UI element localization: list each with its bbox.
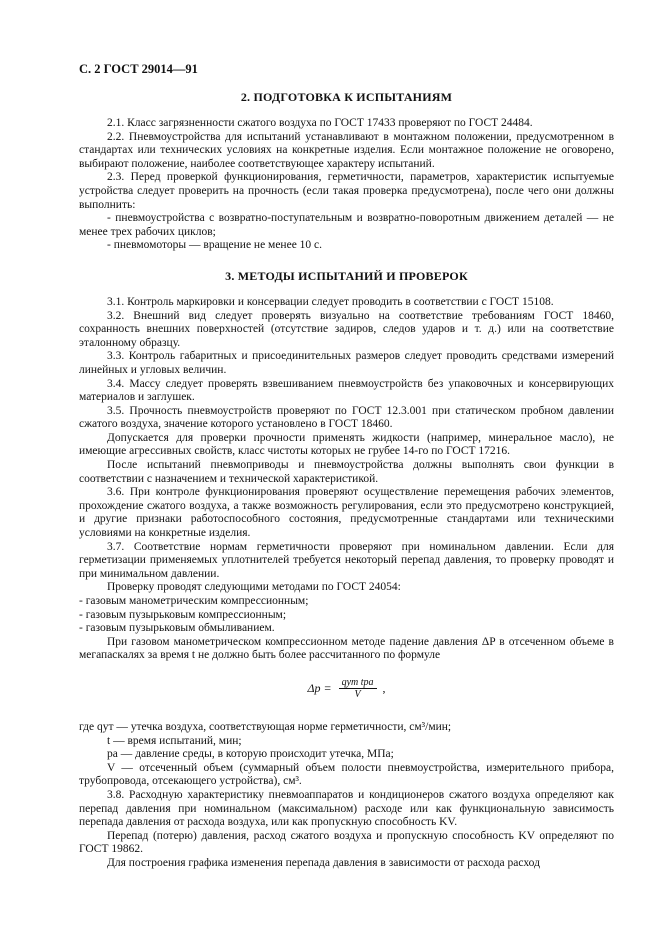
paragraph-3-2: 3.2. Внешний вид следует проверять визуально на соответствие требованиям ГОСТ 18460, сохранность внешних поверхностей (отсутствие задиров, следов ударов и т. д.) или на соответствие эталонному образцу. [79,309,614,349]
list-item-2-3-a: - пневмоустройства с возвратно-поступательным и возвратно-поворотным движением деталей — не менее трех рабочих циклов; [79,212,614,238]
paragraph-3-7-c: При газовом манометрическом компрессионном методе падение давления ΔP в отсеченном объеме в мегапаскалях за время t не должно быть более рассчитанного по формуле [79,635,614,662]
formula-numerator: qут tpа [339,677,377,689]
where-item: t — время испытаний, мин; [107,734,242,747]
formula-lhs: Δp = [307,680,332,695]
method-item: - газовым манометрическим компрессионным; [79,595,309,607]
page-header: С. 2 ГОСТ 29014—91 [79,62,198,76]
paragraph-3-5: 3.5. Прочность пневмоустройств проверяют по ГОСТ 12.3.001 при статическом пробном давлении сжатого воздуха, значение которого установлено в ГОСТ 18460. [79,404,614,431]
paragraph-3-8-b: Перепад (потерю) давления, расход сжатого воздуха и пропускную способность KV определяют по ГОСТ 19862. [79,829,614,856]
paragraph-3-7-b: Проверку проводят следующими методами по ГОСТ 24054: [107,581,401,594]
paragraph-3-5-c: После испытаний пневмоприводы и пневмоустройства должны выполнять свои функции в соответствии с назначением и технической характеристикой. [79,459,614,485]
method-item: - газовым пузырьковым компрессионным; [79,608,287,621]
section-3-title: 3. МЕТОДЫ ИСПЫТАНИЙ И ПРОВЕРОК [225,268,468,283]
paragraph-2-1: 2.1. Класс загрязненности сжатого воздуха по ГОСТ 17433 проверяют по ГОСТ 24484. [107,117,533,129]
paragraph-3-8: 3.8. Расходную характеристику пневмоаппаратов и кондиционеров сжатого воздуха определяют как перепад давления при номинальном (максимальном) расходе или как функциональную зависимость перепада давления от расхода воздуха, или как пропускную способность KV. [79,788,614,829]
where-item: где qут — утечка воздуха, соответствующая норме герметичности, см³/мин; [79,720,452,733]
section-2-title: 2. ПОДГОТОВКА К ИСПЫТАНИЯМ [240,90,453,104]
method-item: - газовым пузырьковым обмыливанием. [79,622,275,635]
paragraph-2-3: 2.3. Перед проверкой функционирования, герметичности, параметров, характеристик испытуемые устройства следует проверить на прочность (если такая проверка предусмотрена), после чего они должны выполнить: [79,171,614,211]
paragraph-3-5-b: Допускается для проверки прочности применять жидкости (например, минеральное масло), не имеющие агрессивных свойств, класс чистоты которых не грубее 14-го по ГОСТ 17216. [79,431,614,458]
formula-fraction [339,677,377,700]
paragraph-3-4: 3.4. Массу следует проверять взвешиванием пневмоустройств без упаковочных и консервирующих материалов и заглушек. [79,377,614,404]
paragraph-3-6: 3.6. При контроле функционирования проверяют осуществление перемещения рабочих элементов, прохождение сжатого воздуха, а также возможность регулирования, если это предусмотрено конструкцией, и другие признаки работоспособного состояния, предусмотренные стандартами или техническими условиями на конкретные изделия. [79,486,614,540]
paragraph-3-7: 3.7. Соответствие нормам герметичности проверяют при номинальном давлении. Если для герметизации применяемых уплотнителей требуется некоторый перепад давления, то проверку проводят и при минимальном давлении. [79,540,614,580]
list-item-2-3-b: - пневмомоторы — вращение не менее 10 с. [107,239,323,252]
paragraph-3-8-c: Для построения графика изменения перепада давления в зависимости от расхода расход [107,856,540,869]
where-item: V — отсеченный объем (суммарный объем полости пневмоустройства, измерительного прибора, трубопровода, отсекающего устройства), см³. [79,761,614,788]
formula-denominator: V [354,688,361,700]
paragraph-3-3: 3.3. Контроль габаритных и присоединительных размеров следует проводить средствами измерений линейных и угловых величин. [79,350,614,376]
paragraph-2-2: 2.2. Пневмоустройства для испытаний устанавливают в монтажном положении, предусмотренном в стандартах или технических условиях на конкретные изделия. Если монтажное положение не оговорено, выбирают положение, наиболее соответствующее характеру испытаний. [79,130,614,170]
where-item: pа — давление среды, в которую происходит утечка, МПа; [107,748,394,761]
formula-tail: , [382,680,386,695]
document-page [79,62,614,871]
paragraph-3-1: 3.1. Контроль маркировки и консервации следует проводить в соответствии с ГОСТ 15108. [107,295,554,308]
leak-formula [79,677,614,707]
